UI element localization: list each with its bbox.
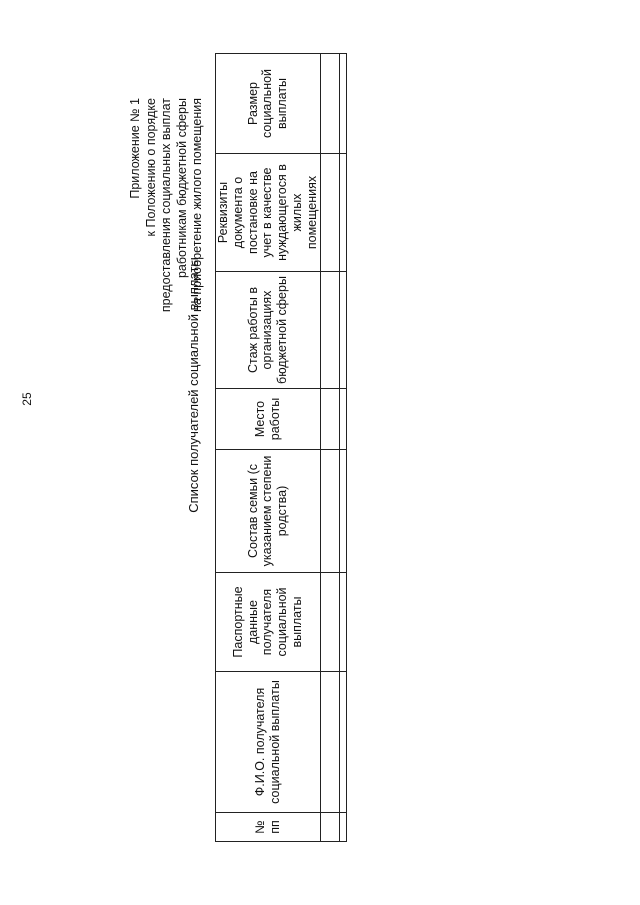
table-cell — [320, 272, 339, 389]
table-row — [320, 54, 339, 842]
table-cell — [320, 154, 339, 272]
header-cell-full-name: Ф.И.О. получателя социальной выплаты — [216, 672, 321, 813]
header-cell-family: Состав семьи (с указанием степени родства) — [216, 450, 321, 573]
table-cell — [339, 450, 346, 573]
header-cell-amount: Размер социальной выплаты — [216, 54, 321, 154]
appendix-line: предоставления социальных выплат — [159, 98, 173, 313]
header-cell-document: Реквизиты документа о постановке на учет в качестве нуждающегося в жилых помещениях — [216, 154, 321, 272]
header-cell-experience: Стаж работы в организациях бюджетной сферы — [216, 272, 321, 389]
header-cell-workplace: Место работы — [216, 389, 321, 450]
list-title: Список получателей социальной выплаты — [186, 257, 201, 513]
header-cell-passport: Паспортные данные получателя социальной выплаты — [216, 573, 321, 672]
header-row — [216, 54, 321, 842]
table-cell — [339, 389, 346, 450]
appendix-line: Приложение № 1 — [128, 98, 142, 199]
table-cell — [320, 450, 339, 573]
appendix-line: на приобретение жилого помещения — [190, 98, 204, 312]
appendix-line: работникам бюджетной сферы — [174, 98, 189, 279]
table-cell — [320, 813, 339, 842]
recipients-table — [215, 53, 347, 842]
page-number: 25 — [20, 392, 34, 406]
appendix-line: к Положению о порядке — [143, 98, 158, 237]
table-cell — [339, 672, 346, 813]
table-cell — [320, 389, 339, 450]
table-cell — [320, 672, 339, 813]
table-cell — [320, 54, 339, 154]
table-row — [339, 54, 346, 842]
table-cell — [339, 154, 346, 272]
table-cell — [320, 573, 339, 672]
table-cell — [339, 272, 346, 389]
table-cell — [339, 813, 346, 842]
table-cell — [339, 573, 346, 672]
rotated-sheet — [20, 0, 480, 900]
table-cell — [339, 54, 346, 154]
header-cell-number: № пп — [216, 813, 321, 842]
